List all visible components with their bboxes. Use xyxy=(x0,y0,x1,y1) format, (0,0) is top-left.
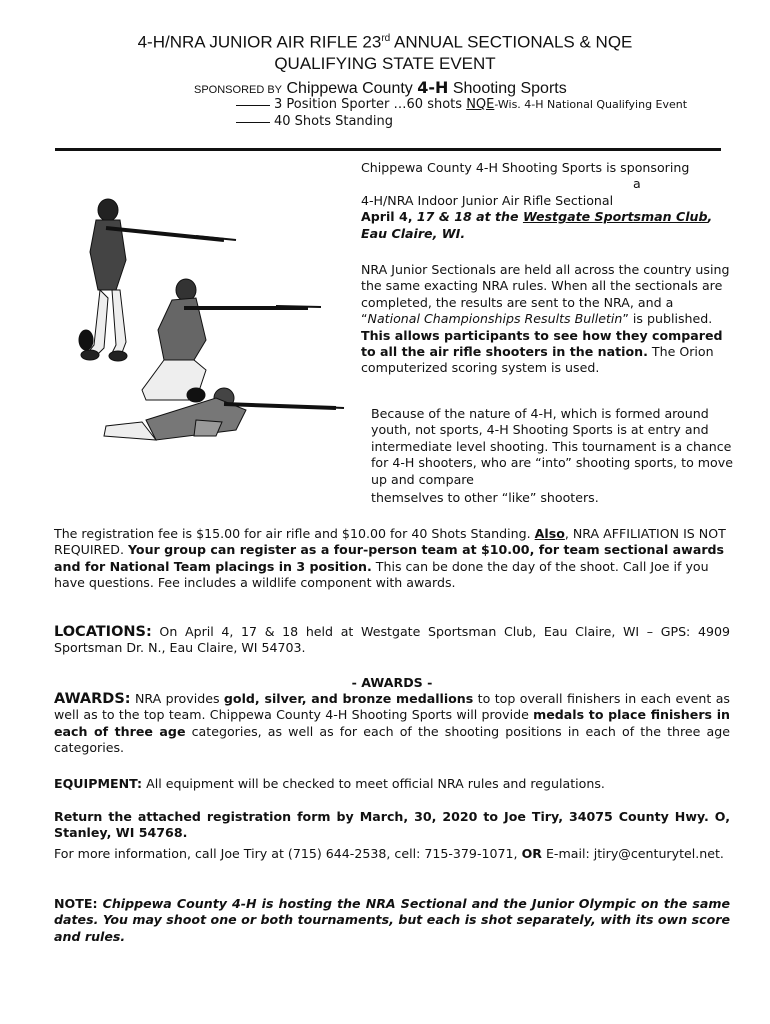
standing-shooter-icon xyxy=(79,199,236,361)
divider xyxy=(55,148,721,151)
locations-paragraph: LOCATIONS: On April 4, 17 & 18 held at Westgate Sportsman Club, Eau Claire, WI – GPS: 4909 Sportsman Dr. N., Eau Claire, WI 54703. xyxy=(54,624,730,656)
contact-paragraph: For more information, call Joe Tiry at (715) 644-2538, cell: 715-379-1071, OR E-mail: jtiry@centurytel.net. xyxy=(54,846,724,861)
sponsor-line: SPONSORED BY Chippewa County 4-H Shooting Sports xyxy=(194,78,567,97)
awards-heading: - AWARDS - xyxy=(351,675,433,690)
fee-paragraph: The registration fee is $15.00 for air rifle and $10.00 for 40 Shots Standing. Also, NRA AFFILIATION IS NOT REQUIRED. Your group can register as a four-person team at $10.00, for team sectional awards and for National Team placings in 3 position. This can be done the day of the shoot. Call Joe if you have questions. Fee includes a wildlife component with awards. xyxy=(54,526,726,591)
rifle-shooters-illustration xyxy=(46,190,346,450)
sectionals-paragraph: NRA Junior Sectionals are held all across the country using the same exacting NRA rules. When all the sectionals are completed, the results are sent to the NRA, and a “National Championships Results Bulletin” is published. This allows participants to see how they compared to all the air rifle shooters in the nation. The Orion computerized scoring system is used. xyxy=(361,262,730,376)
note-paragraph: NOTE: Chippewa County 4-H is hosting the NRA Sectional and the Junior Olympic on the same dates. You may shoot one or both tournaments, but each is shot separately, with its own score and rules. xyxy=(54,896,730,944)
checkbox-blank xyxy=(236,122,270,123)
checkbox-blank xyxy=(236,105,270,106)
page-title: 4-H/NRA JUNIOR AIR RIFLE 23rd ANNUAL SECTIONALS & NQE QUALIFYING STATE EVENT xyxy=(137,32,633,73)
intro-block: Chippewa County 4-H Shooting Sports is sponsoring a 4-H/NRA Indoor Junior Air Rifle Sectional April 4, 17 & 18 at the Westgate Sportsman Club, Eau Claire, WI. xyxy=(361,160,713,241)
event-option-40-shots: 40 Shots Standing xyxy=(236,114,393,129)
nature-paragraph: Because of the nature of 4-H, which is formed around youth, not sports, 4-H Shooting Sports is at entry and intermediate level shooting. This tournament is a chance for 4-H shooters, who are “into” shooting sports, to move up and compare themselves to other “like” shooters. xyxy=(371,406,733,506)
equipment-paragraph: EQUIPMENT: All equipment will be checked to meet official NRA rules and regulations. xyxy=(54,776,605,791)
kneeling-shooter-icon xyxy=(142,279,321,402)
return-form-paragraph: Return the attached registration form by March, 30, 2020 to Joe Tiry, 34075 County Hwy. O, Stanley, WI 54768. xyxy=(54,809,730,841)
awards-paragraph: AWARDS: NRA provides gold, silver, and bronze medallions to top overall finishers in each event as well as to the top team. Chippewa County 4-H Shooting Sports will provide medals to place finishers in each of three age categories, as well as for each of the shooting positions in each of the three age categories. xyxy=(54,691,730,756)
event-option-3-position: 3 Position Sporter …60 shots NQE-Wis. 4-H National Qualifying Event xyxy=(236,97,687,112)
prone-shooter-icon xyxy=(104,388,344,440)
